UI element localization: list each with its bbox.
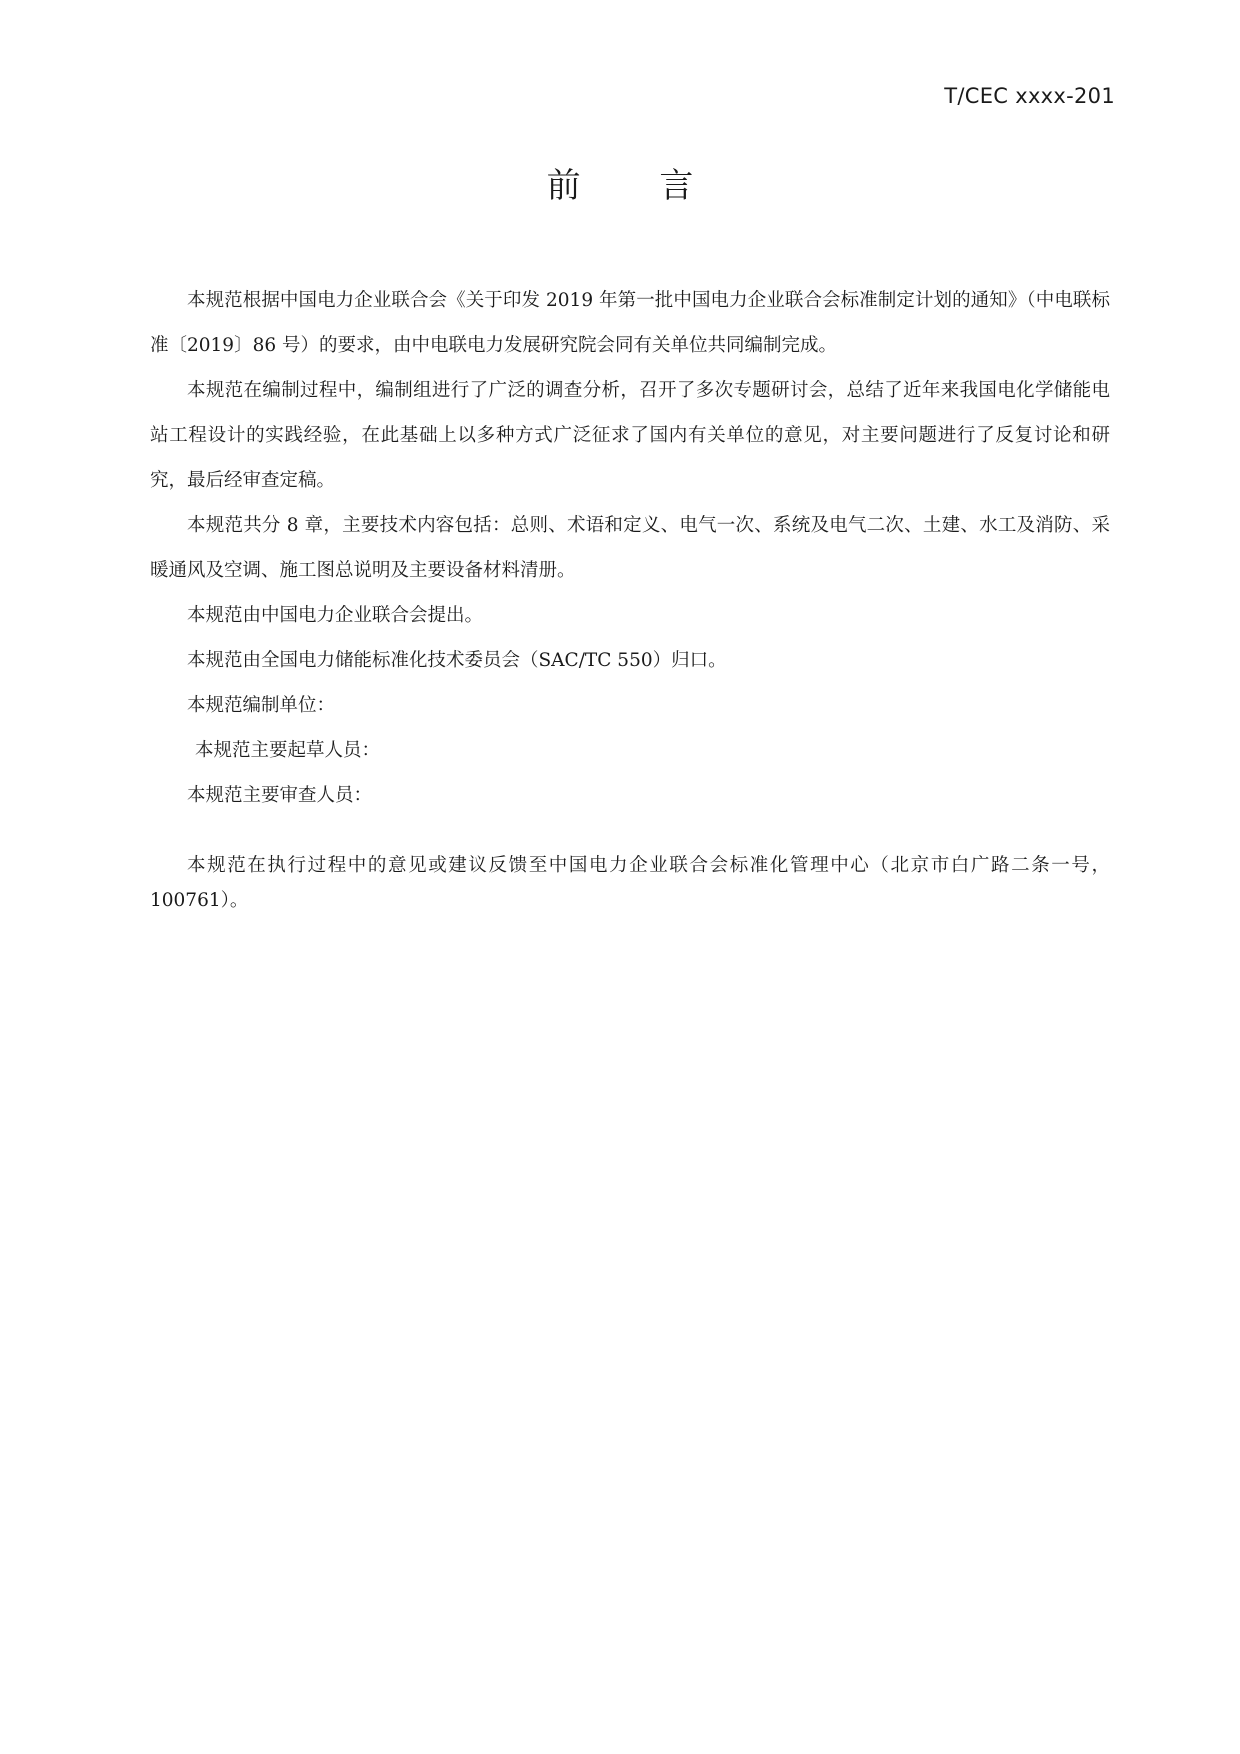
paragraph-drafting-units: 本规范编制单位： bbox=[187, 695, 336, 716]
paragraph-contents: 本规范共分 8 章，主要技术内容包括：总则、术语和定义、电气一次、系统及电气二次、土建、水工及消防、采暖通风及空调、施工图总说明及主要设备材料清册。 bbox=[150, 515, 1110, 581]
paragraph-basis: 本规范根据中国电力企业联合会《关于印发 2019 年第一批中国电力企业联合会标准制定计划的通知》（中电联标准〔2019〕86 号）的要求，由中电联电力发展研究院会同有关单位共同编制完成。 bbox=[150, 290, 1110, 356]
paragraph-reviewers: 本规范主要审查人员： bbox=[187, 785, 373, 806]
paragraph-proposer: 本规范由中国电力企业联合会提出。 bbox=[187, 605, 484, 626]
paragraph-committee: 本规范由全国电力储能标准化技术委员会（SAC/TC 550）归口。 bbox=[187, 650, 727, 671]
document-code: T/CEC xxxx-201 bbox=[944, 84, 1115, 108]
page-title: 前 言 bbox=[546, 166, 728, 206]
paragraph-process: 本规范在编制过程中，编制组进行了广泛的调查分析，召开了多次专题研讨会，总结了近年来我国电化学储能电站工程设计的实践经验，在此基础上以多种方式广泛征求了国内有关单位的意见，对主要问题进行了反复讨论和研究，最后经审查定稿。 bbox=[150, 380, 1110, 491]
paragraph-feedback: 本规范在执行过程中的意见或建议反馈至中国电力企业联合会标准化管理中心（北京市白广路二条一号，100761）。 bbox=[150, 855, 1110, 911]
foreword-body bbox=[150, 278, 1110, 918]
paragraph-drafters: 本规范主要起草人员： bbox=[195, 740, 381, 761]
